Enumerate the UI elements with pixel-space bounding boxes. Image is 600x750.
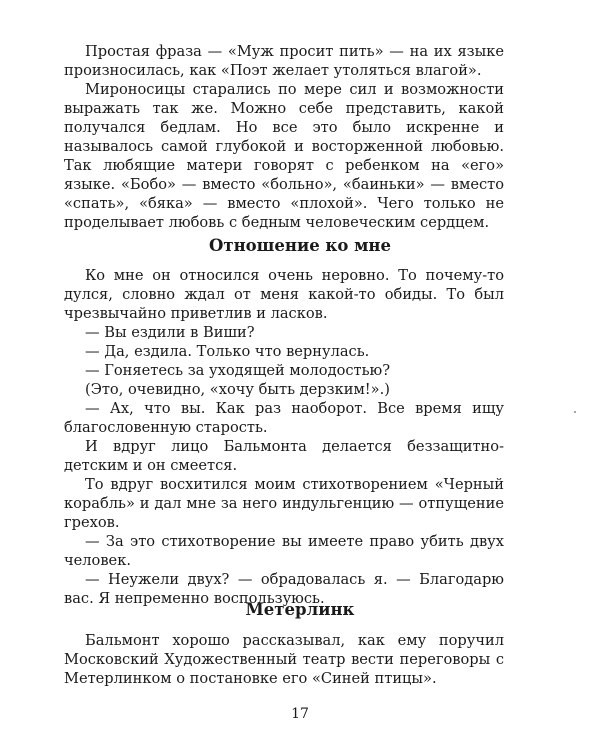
- paragraph: И вдруг лицо Бальмонта делается беззащитно-детским и он смеется.: [64, 438, 504, 474]
- section-heading-maeterlinck: Метерлинк: [245, 600, 355, 619]
- section-heading-attitude: Отношение ко мне: [208, 236, 392, 255]
- dialogue-line: — Ах, что вы. Как раз наоборот. Все время ищу благословенную старость.: [64, 400, 504, 436]
- dialogue-line: — Вы ездили в Виши?: [85, 324, 255, 341]
- maeterlinck-section-text: [64, 631, 504, 688]
- paragraph: То вдруг восхитился моим стихотворением «Черный корабль» и дал мне за него индульгенцию — отпущение грехов.: [64, 476, 504, 531]
- paragraph: Бальмонт хорошо рассказывал, как ему поручил Московский Художественный театр вести переговоры с Метерлинком о постановке его «Синей птицы».: [64, 632, 504, 687]
- intro-text: [64, 42, 504, 232]
- margin-speck: [574, 411, 576, 413]
- attitude-section-text: [64, 266, 504, 608]
- paragraph: Простая фраза — «Муж просит пить» — на их языке произносилась, как «Поэт желает утоляться влагой».: [64, 43, 504, 79]
- paragraph: (Это, очевидно, «хочу быть дерзким!».): [85, 381, 390, 398]
- page-number: 17: [291, 706, 309, 722]
- paragraph: Мироносицы старались по мере сил и возможности выражать так же. Можно себе представить, какой получался бедлам. Но все это было искренне и называлось самой глубокой и восторженной любовью. Так любящие матери говорят с ребенком на «его» языке. «Бобо» — вместо «больно», «баиньки» — вместо «спать», «бяка» — вместо «плохой». Чего только не проделывает любовь с бедным человеческим сердцем.: [64, 81, 504, 231]
- dialogue-line: — Да, ездила. Только что вернулась.: [85, 343, 370, 360]
- dialogue-line: — Гоняетесь за уходящей молодостью?: [85, 362, 391, 379]
- paragraph: Ко мне он относился очень неровно. То почему-то дулся, словно ждал от меня какой-то обиды. То был чрезвычайно приветлив и ласков.: [64, 267, 504, 322]
- dialogue-line: — Неужели двух? — обрадовалась я. — Благодарю вас. Я непременно воспользуюсь.: [64, 571, 504, 607]
- dialogue-line: — За это стихотворение вы имеете право убить двух человек.: [64, 533, 504, 569]
